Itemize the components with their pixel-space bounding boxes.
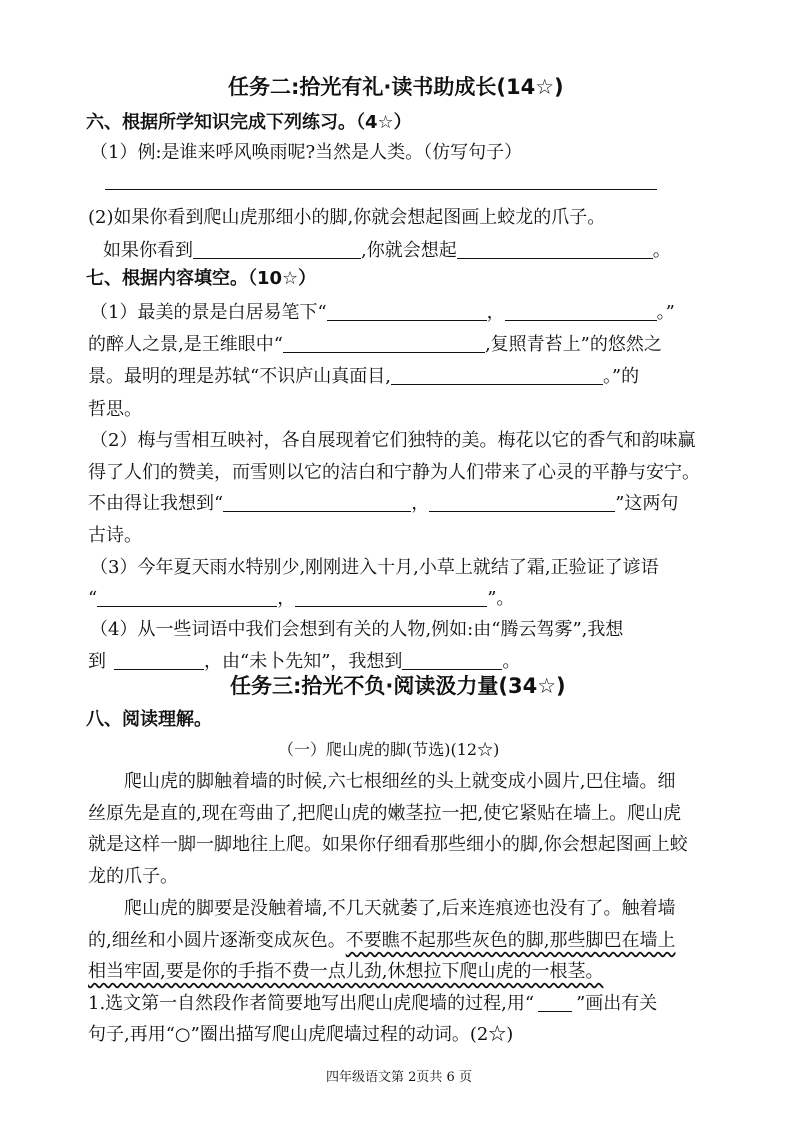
q7-i4-text-d: 。 <box>502 651 521 672</box>
q7-i2-blank-b[interactable] <box>429 493 615 512</box>
q7-i1-text-c: 。” <box>656 302 675 323</box>
q7-i4-text-b: 到 <box>88 651 106 672</box>
q6-blank-a[interactable] <box>193 240 361 259</box>
passage-p2-line2 <box>88 930 675 952</box>
q7-item2-line4: 古诗。 <box>88 525 142 546</box>
passage-p2-line1: 爬山虎的脚要是没触着墙,不几天就萎了,后来连痕迹也没有了。触着墙 <box>124 898 676 919</box>
passage-p2-underlined-b: 相当牢固,要是你的手指不费一点儿劲,休想拉下爬山虎的一根茎。 <box>88 961 604 982</box>
q7-i1-text-b: ， <box>486 302 505 323</box>
q7-i1-text-a: （1）最美的景是白居易笔下“ <box>90 302 327 323</box>
q7-i1-text-g: 。”的 <box>602 366 640 387</box>
q7-i3-blank-a[interactable] <box>97 588 277 607</box>
q7-item2-line1: （2）梅与雪相互映衬，各自展现着它们独特的美。梅花以它的香气和韵味赢 <box>90 430 696 451</box>
q8-question1-line2: 句子,再用“○”圈出描写爬山虎爬墙过程的动词。(2☆) <box>88 1024 514 1045</box>
q7-item1-line4: 哲思。 <box>88 399 142 420</box>
q6-heading: 六、根据所学知识完成下列练习。（4☆） <box>86 112 412 133</box>
q7-i1-blank-c[interactable] <box>283 334 485 353</box>
passage-p2-underlined-a: 不要瞧不起那些灰色的脚,那些脚巴在墙上 <box>345 930 676 951</box>
q7-i2-blank-a[interactable] <box>223 493 411 512</box>
q7-i3-text-d: ”。 <box>487 588 515 609</box>
task3-title: 任务三:拾光不负·阅读汲力量(34☆) <box>230 674 566 698</box>
q7-i1-text-e: ,复照青苔上”的悠然之 <box>484 334 662 355</box>
q7-i3-text-b: “ <box>88 588 98 609</box>
q7-item4-line1: （4）从一些词语中我们会想到有关的人物,例如:由“腾云驾雾”,我想 <box>90 619 624 640</box>
q7-i1-blank-d[interactable] <box>391 366 603 385</box>
q8-question1-line1 <box>88 993 657 1015</box>
q7-i2-text-c: 不由得让我想到“ <box>88 493 224 514</box>
q7-item1-line1 <box>90 302 675 324</box>
q6-item1-answer-line[interactable] <box>105 189 657 190</box>
passage-title: （一）爬山虎的脚(节选)(12☆) <box>278 740 500 759</box>
q6-item2-fill <box>103 240 671 262</box>
q7-i2-text-e: ”这两句 <box>615 493 679 514</box>
passage-p1-line2: 丝原先是直的,现在弯曲了,把爬山虎的嫩茎拉一把,使它紧贴在墙上。爬山虎 <box>88 803 682 824</box>
q7-item2-line2: 得了人们的赞美，而雪则以它的洁白和宁静为人们带来了心灵的平静与安宁。 <box>88 462 700 483</box>
q7-item2-line3 <box>88 493 678 515</box>
passage-p2-text-a: 的,细丝和小圆片逐渐变成灰色。 <box>88 930 346 951</box>
q7-i4-blank-b[interactable] <box>402 651 502 670</box>
q6-fill-text-a: 如果你看到 <box>103 240 193 261</box>
q6-fill-text-b: ,你就会想起 <box>361 240 457 261</box>
q6-item1: （1）例:是谁来呼风唤雨呢?当然是人类。（仿写句子） <box>90 142 523 163</box>
q8-q1-text-a: 1.选文第一自然段作者简要地写出爬山虎爬墙的过程,用“ <box>88 993 535 1014</box>
q7-i2-text-d: ， <box>411 493 430 514</box>
task2-title: 任务二:拾光有礼·读书助成长(14☆) <box>228 75 564 99</box>
q8-heading: 八、阅读理解。 <box>86 709 212 730</box>
q7-i1-blank-a[interactable] <box>327 302 487 321</box>
q6-blank-b[interactable] <box>457 240 653 259</box>
q7-item3-line2 <box>88 588 514 610</box>
q7-item1-line3 <box>88 366 639 388</box>
q7-i4-text-c: ，由“未卜先知”，我想到 <box>204 651 403 672</box>
passage-p1-line3: 就是这样一脚一脚地往上爬。如果你仔细看那些细小的脚,你会想起图画上蛟 <box>88 834 688 855</box>
q7-i3-blank-b[interactable] <box>295 588 487 607</box>
q7-item4-line2 <box>88 651 520 673</box>
q7-i1-text-f: 景。最明的理是苏轼“不识庐山真面目, <box>88 366 391 387</box>
q8-q1-text-b: ”画出有关 <box>576 993 658 1014</box>
q6-fill-text-c: 。 <box>652 240 671 261</box>
q7-heading: 七、根据内容填空。（10☆） <box>86 268 317 289</box>
passage-p1-line1: 爬山虎的脚触着墙的时候,六七根细丝的头上就变成小圆片,巴住墙。细 <box>124 771 676 792</box>
q7-i4-blank-a[interactable] <box>114 651 204 670</box>
q7-i1-blank-b[interactable] <box>505 302 657 321</box>
page-footer: 四年级语文第 2页共 6 页 <box>326 1070 472 1085</box>
q6-item2: (2)如果你看到爬山虎那细小的脚,你就会想起图画上蛟龙的爪子。 <box>88 207 606 228</box>
q8-q1-underline-sample <box>538 993 572 1012</box>
q7-i3-text-c: ， <box>277 588 296 609</box>
q7-i1-text-d: 的醉人之景,是王维眼中“ <box>88 334 283 355</box>
q7-item3-line1: （3）今年夏天雨水特别少,刚刚进入十月,小草上就结了霜,正验证了谚语 <box>90 557 659 578</box>
q7-item1-line2 <box>88 334 662 356</box>
passage-p2-line3 <box>88 961 603 983</box>
passage-p1-line4: 龙的爪子。 <box>88 866 178 887</box>
